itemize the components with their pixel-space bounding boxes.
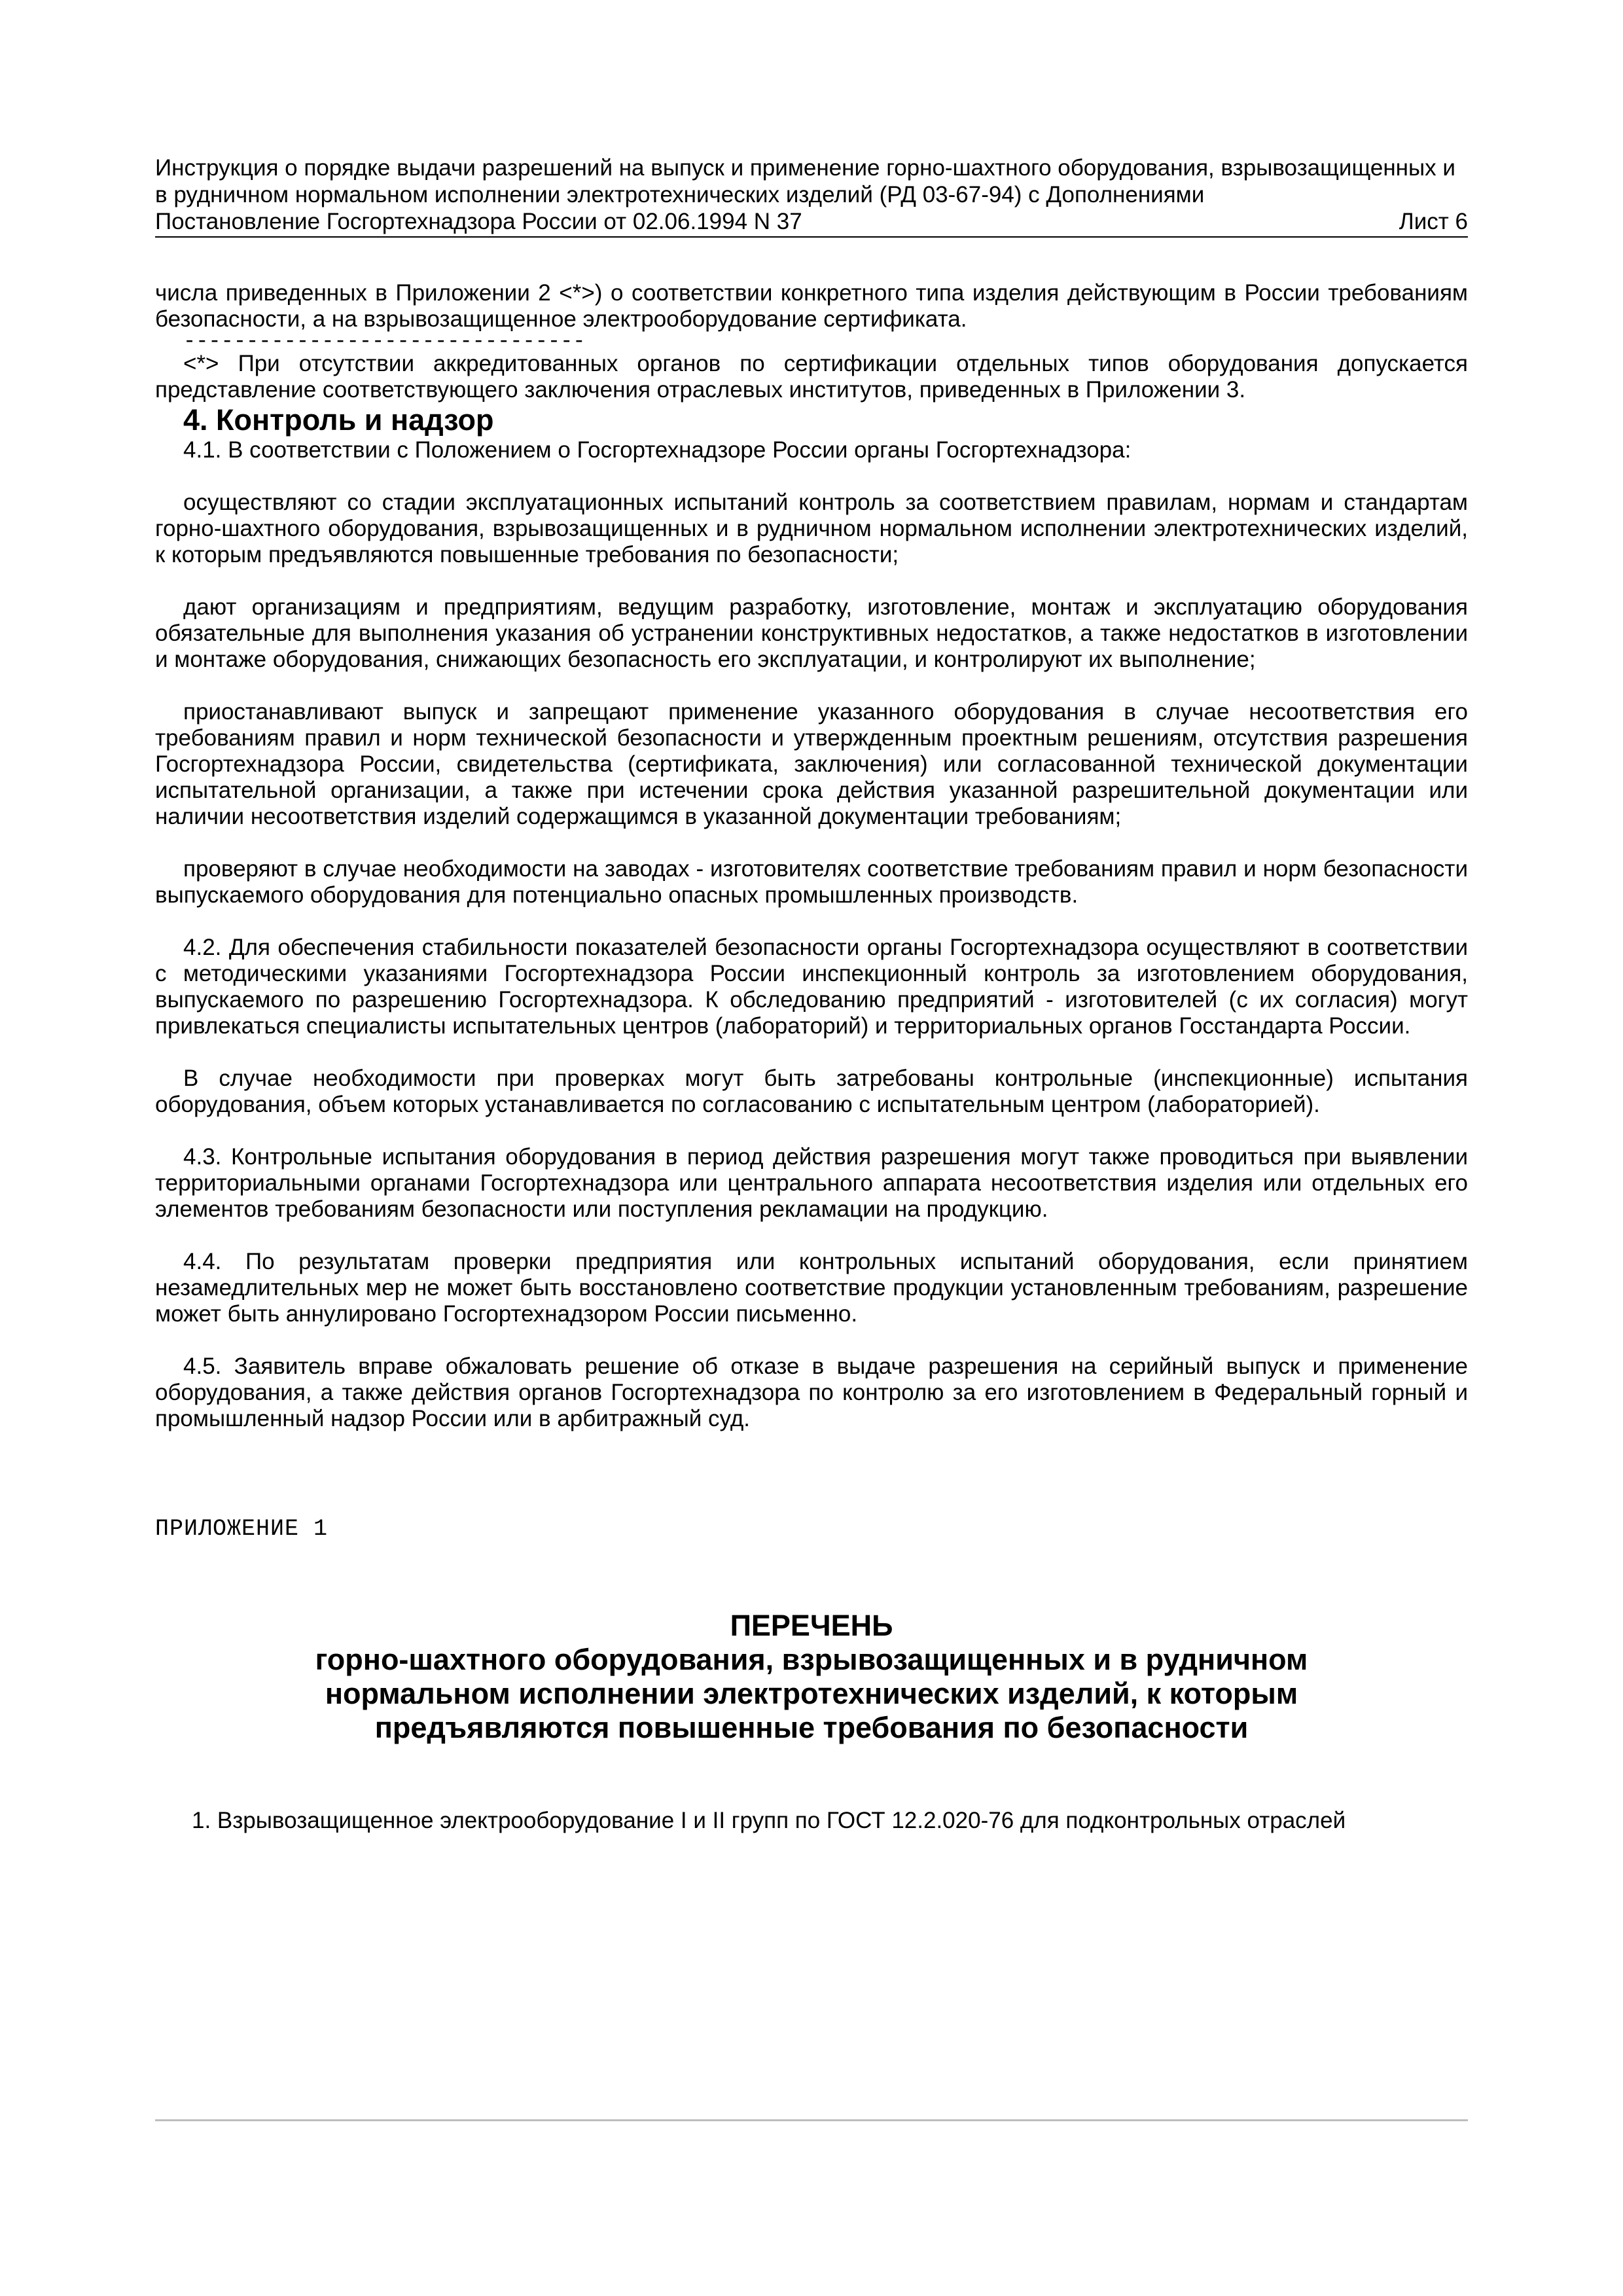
page-header [155,154,1468,238]
bottom-divider [155,2119,1468,2121]
footnote-separator: -------------------------------- [183,329,586,353]
list-item-1: 1. Взрывозащищенное электрооборудование I и II групп по ГОСТ 12.2.020-76 для подконтрольных отраслей [192,1808,1346,1833]
list-title-line-1: ПЕРЕЧЕНЬ [730,1609,893,1642]
appendix-label: ПРИЛОЖЕНИЕ 1 [155,1516,329,1542]
paragraph-4-4: 4.4. По результатам проверки предприятия или контрольных испытаний оборудования, если принятием незамедлительных мер не может быть восстановлено соответствие продукции установленным требованиям, разрешение может быть аннулировано Госгортехнадзором России письменно. [155,1249,1468,1327]
paragraph-4-1: 4.1. В соответствии с Положением о Госгортехнадзоре России органы Госгортехнадзора: [183,437,1132,463]
intro-continuation: числа приведенных в Приложении 2 <*>) о соответствии конкретного типа изделия действующим в России требованиям безопасности, а на взрывозащищенное электрооборудование сертификата. [155,280,1468,332]
footnote: <*> При отсутствии аккредитованных органов по сертификации отдельных типов оборудования допускается представление соответствующего заключения отраслевых институтов, приведенных в Приложении 3. [155,351,1468,403]
paragraph-suspension: приостанавливают выпуск и запрещают применение указанного оборудования в случае несоответствия его требованиям правил и норм технической безопасности и утвержденным проектным решениям, отсутствия разрешения Госгортехнадзора России, свидетельства (сертификата, заключения) или согласованной технической документации испытательной организации, а также при истечении срока действия указанной разрешительной документации или наличии несоответствия изделий содержащимся в указанной документации требованиям; [155,699,1468,829]
paragraph-4-5: 4.5. Заявитель вправе обжаловать решение об отказе в выдаче разрешения на серийный выпуск и применение оборудования, а также действия органов Госгортехнадзора по контролю за его изготовлением в Федеральный горный и промышленный надзор России или в арбитражный суд. [155,1354,1468,1431]
header-decree-line [155,208,1468,238]
paragraph-instructions: дают организациям и предприятиям, ведущим разработку, изготовление, монтаж и эксплуатацию оборудования обязательные для выполнения указания об устранении конструктивных недостатков, а также недостатков в изготовлении и монтаже оборудования, снижающих безопасность его эксплуатации, и контролируют их выполнение; [155,594,1468,672]
sheet-number: Лист 6 [1399,209,1468,234]
list-title-line-3: нормальном исполнении электротехнических изделий, к которым [325,1677,1298,1710]
list-title-line-2: горно-шахтного оборудования, взрывозащищенных и в рудничном [315,1643,1308,1676]
paragraph-inspection: проверяют в случае необходимости на заводах - изготовителях соответствие требованиям правил и норм безопасности выпускаемого оборудования для потенциально опасных промышленных производств. [155,856,1468,908]
document-title: Инструкция о порядке выдачи разрешений на выпуск и применение горно-шахтного оборудования, взрывозащищенных и в рудничном нормальном исполнении электротехнических изделий (РД 03-67-94) с Дополнениями [155,155,1455,207]
paragraph-4-3: 4.3. Контрольные испытания оборудования в период действия разрешения могут также проводиться при выявлении территориальными органами Госгортехнадзора или центрального аппарата несоответствия изделия или отдельных его элементов требованиям безопасности или поступления рекламации на продукцию. [155,1144,1468,1222]
paragraph-4-2: 4.2. Для обеспечения стабильности показателей безопасности органы Госгортехнадзора осуществляют в соответствии с методическими указаниями Госгортехнадзора России инспекционный контроль за изготовлением оборудования, выпускаемого по разрешению Госгортехнадзора. К обследованию предприятий - изготовителей (с их согласия) могут привлекаться специалисты испытательных центров (лабораторий) и территориальных органов Госстандарта России. [155,935,1468,1039]
paragraph-control: осуществляют со стадии эксплуатационных испытаний контроль за соответствием правилам, нормам и стандартам горно-шахтного оборудования, взрывозащищенных и в рудничном нормальном исполнении электротехнических изделий, к которым предъявляются повышенные требования по безопасности; [155,490,1468,567]
list-title-line-4: предъявляются повышенные требования по безопасности [374,1711,1249,1744]
document-body [155,280,1468,1834]
section-title: 4. Контроль и надзор [183,403,494,437]
list-title [155,1609,1468,1745]
decree-reference: Постановление Госгортехнадзора России от 02.06.1994 N 37 [155,209,802,234]
paragraph-tests: В случае необходимости при проверках могут быть затребованы контрольные (инспекционные) испытания оборудования, объем которых устанавливается по согласованию с испытательным центром (лабораторией). [155,1066,1468,1117]
